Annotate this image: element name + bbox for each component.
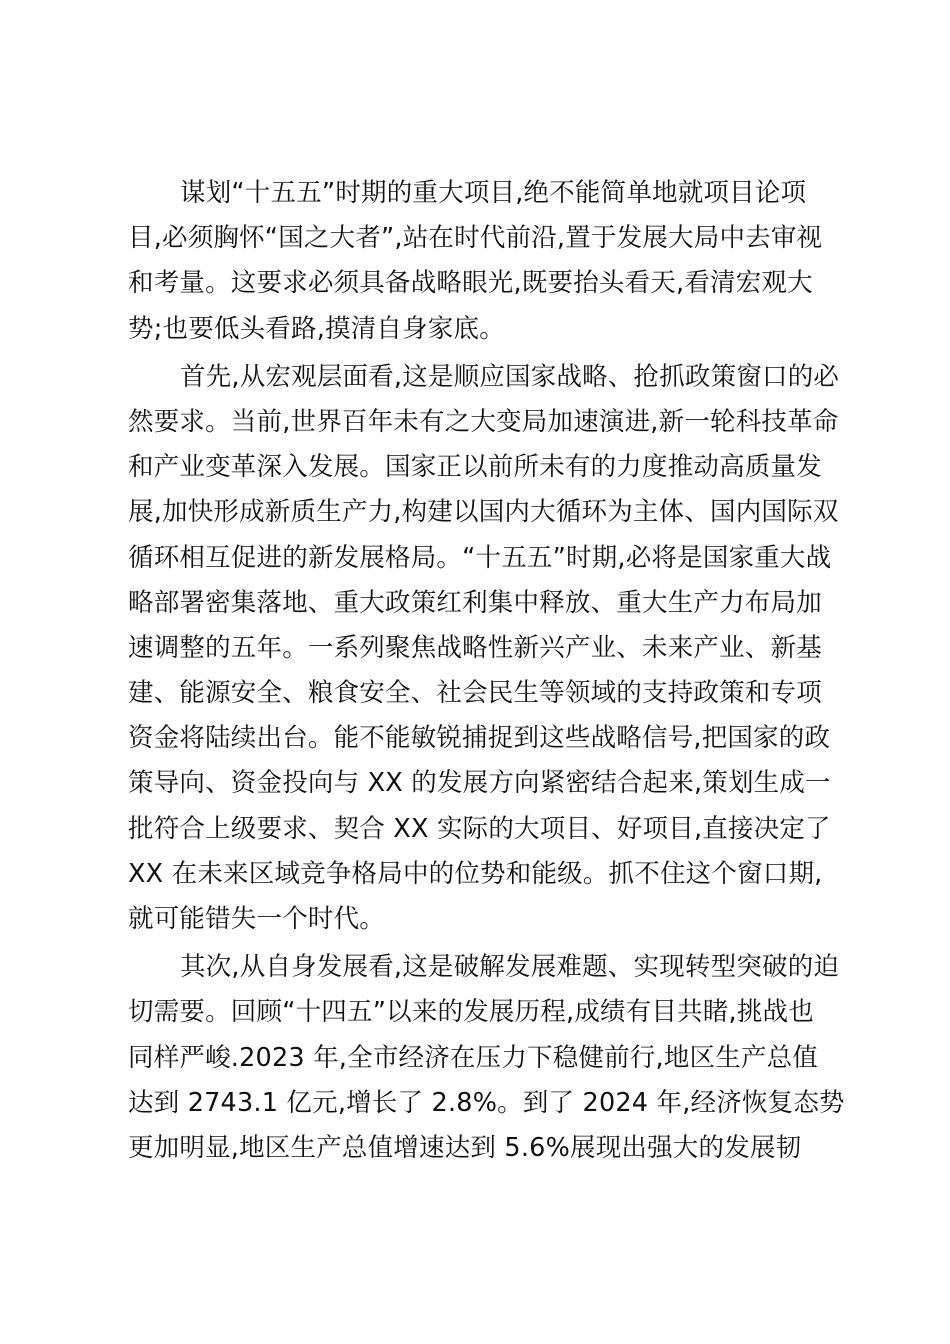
paragraph-1 xyxy=(128,171,838,352)
text-line: 策导向、资金投向与 XX 的发展方向紧密结合起来,策划生成一 xyxy=(128,768,831,799)
text-line: 势;也要低头看路,摸清自身家底。 xyxy=(128,313,505,344)
text-line: 首先,从宏观层面看,这是顺应国家战略、抢抓政策窗口的必 xyxy=(180,361,840,392)
text-line: 目,必须胸怀“国之大者”,站在时代前沿,置于发展大局中去审视 xyxy=(128,223,823,254)
text-line: 略部署密集落地、重大政策红利集中释放、重大生产力布局加 xyxy=(128,587,822,618)
text-line: 速调整的五年。一系列聚焦战略性新兴产业、未来产业、新基 xyxy=(128,632,822,663)
text-line: 达到 2743.1 亿元,增长了 2.8%。到了 2024 年,经济恢复态势 xyxy=(128,1087,845,1118)
text-line: 展,加快形成新质生产力,构建以国内大循环为主体、国内国际双 xyxy=(128,497,839,528)
text-line: 和考量。这要求必须具备战略眼光,既要抬头看天,看清宏观大 xyxy=(128,268,813,299)
text-line: 和产业变革深入发展。国家正以前所未有的力度推动高质量发 xyxy=(128,452,822,483)
paragraph-2 xyxy=(128,355,838,942)
text-line: 更加明显,地区生产总值增速达到 5.6%展现出强大的发展韧 xyxy=(128,1132,802,1163)
text-line: 批符合上级要求、契合 XX 实际的大项目、好项目,直接决定了 xyxy=(128,813,831,844)
text-line: 循环相互促进的新发展格局。“十五五”时期,必将是国家重大战 xyxy=(128,542,832,573)
text-line: 建、能源安全、粮食安全、社会民生等领域的支持政策和专项 xyxy=(128,678,822,709)
text-line: 就可能错失一个时代。 xyxy=(128,904,386,934)
text-line: 切需要。回顾“十四五”以来的发展历程,成绩有目共睹,挑战也 xyxy=(128,997,814,1028)
text-line: 同样严峻.2023 年,全市经济在压力下稳健前行,地区生产总值 xyxy=(128,1042,819,1073)
text-line: 其次,从自身发展看,这是破解发展难题、实现转型突破的迫 xyxy=(180,952,840,983)
text-line: XX 在未来区域竞争格局中的位势和能级。抓不住这个窗口期, xyxy=(128,858,823,889)
paragraph-3 xyxy=(128,945,845,1171)
text-line: 资金将陆续出台。能不能敏锐捕捉到这些战略信号,把国家的政 xyxy=(128,723,831,754)
document-page xyxy=(128,171,845,1174)
text-line: 然要求。当前,世界百年未有之大变局加速演进,新一轮科技革命 xyxy=(128,406,839,437)
text-line: 谋划“十五五”时期的重大项目,绝不能简单地就项目论项 xyxy=(180,178,807,208)
